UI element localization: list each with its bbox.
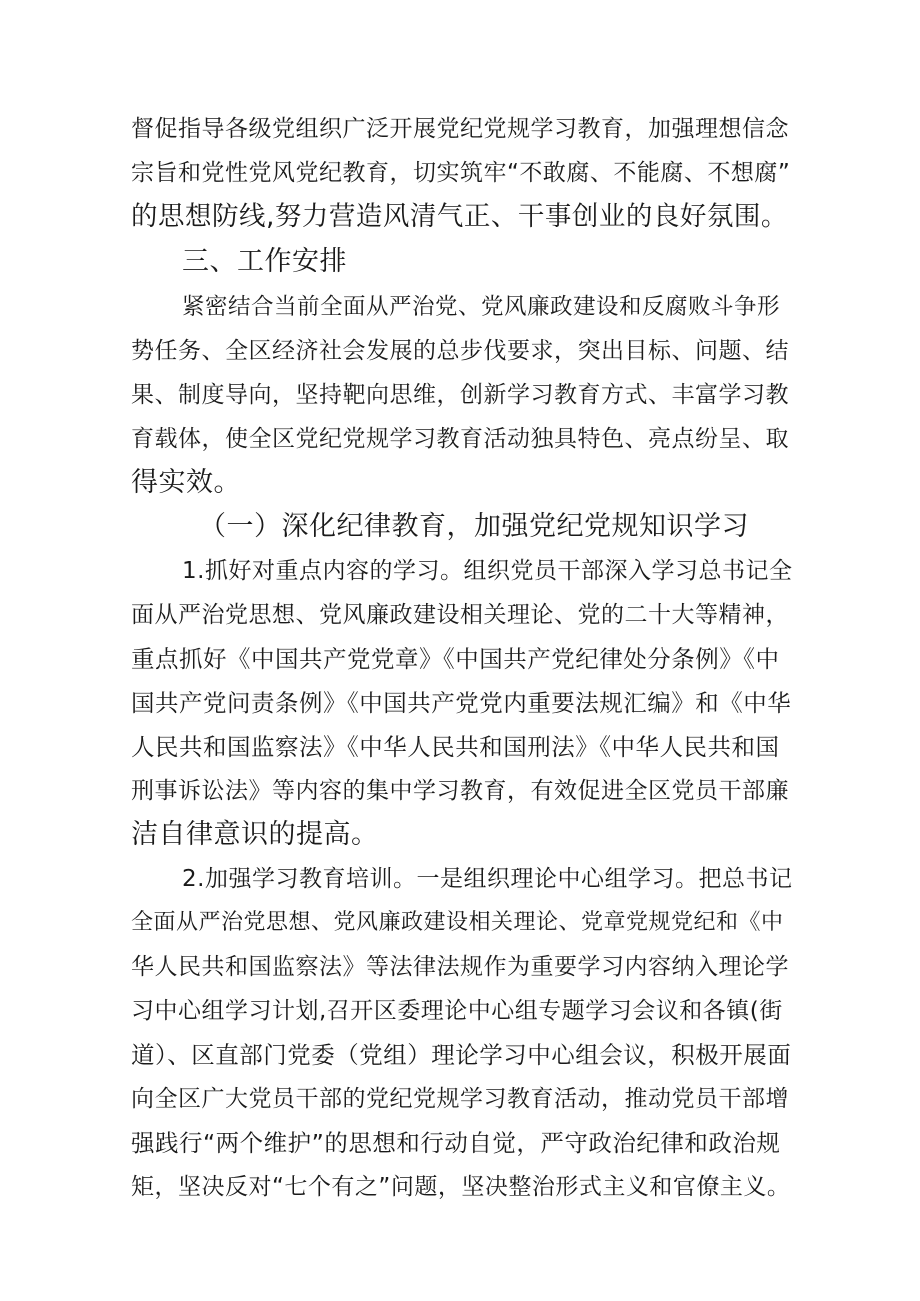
paragraph-line: 势任务、全区经济社会发展的总步伐要求，突出目标、问题、结 <box>131 338 789 364</box>
paragraph-line: 1.抓好对重点内容的学习。组织党员干部深入学习总书记全 <box>182 558 793 584</box>
paragraph-line: 宗旨和党性党风党纪教育，切实筑牢“不敢腐、不能腐、不想腐” <box>131 160 791 186</box>
paragraph-line: 洁自律意识的提高。 <box>131 819 379 850</box>
paragraph-line: 强践行“两个维护”的思想和行动自觉，严守政治纪律和政治规 <box>131 1129 781 1157</box>
paragraph-line: 重点抓好《中国共产党党章》《中国共产党纪律处分条例》《中 <box>131 645 780 673</box>
paragraph-line: 矩，坚决反对“七个有之”问题，坚决整治形式主义和官僚主义。 <box>131 1174 791 1200</box>
paragraph-line: 道）、区直部门党委（党组）理论学习中心组会议，积极开展面 <box>131 1041 792 1069</box>
paragraph-line: 得实效。 <box>131 467 241 498</box>
paragraph-line: 人民共和国监察法》《中华人民共和国刑法》《中华人民共和国 <box>131 733 780 761</box>
paragraph-line: 习中心组学习计划,召开区委理论中心组专题学习会议和各镇(街 <box>131 998 783 1024</box>
paragraph-line: 育载体，使全区党纪党规学习教育活动独具特色、亮点纷呈、取 <box>131 426 789 452</box>
paragraph-line: 国共产党问责条例》《中国共产党党内重要法规汇编》和《中华 <box>131 689 792 717</box>
section-heading: 三、工作安排 <box>182 246 347 277</box>
paragraph-line: 华人民共和国监察法》等法律法规作为重要学习内容纳入理论学 <box>131 954 789 980</box>
subsection-heading: （一）深化纪律教育，加强党纪党规知识学习 <box>199 511 749 542</box>
paragraph-line: 向全区广大党员干部的党纪党规学习教育活动，推动党员干部增 <box>131 1086 789 1112</box>
paragraph-line: 面从严治党思想、党风廉政建设相关理论、党的二十大等精神， <box>131 602 789 628</box>
paragraph-line: 全面从严治党思想、党风廉政建设相关理论、党章党规党纪和《中 <box>131 910 784 935</box>
paragraph-line: 紧密结合当前全面从严治党、党风廉政建设和反腐败斗争形 <box>182 294 781 320</box>
paragraph-line: 督促指导各级党组织广泛开展党纪党规学习教育，加强理想信念 <box>131 116 789 142</box>
paragraph-line: 刑事诉讼法》等内容的集中学习教育，有效促进全区党员干部廉 <box>131 778 789 804</box>
paragraph-line: 2.加强学习教育培训。一是组织理论中心组学习。把总书记 <box>182 866 793 892</box>
paragraph-line: 果、制度导向，坚持靶向思维，创新学习教育方式、丰富学习教 <box>131 382 789 408</box>
paragraph-line: 的思想防线,努力营造风清气正、干事创业的良好氛围。 <box>131 201 788 232</box>
